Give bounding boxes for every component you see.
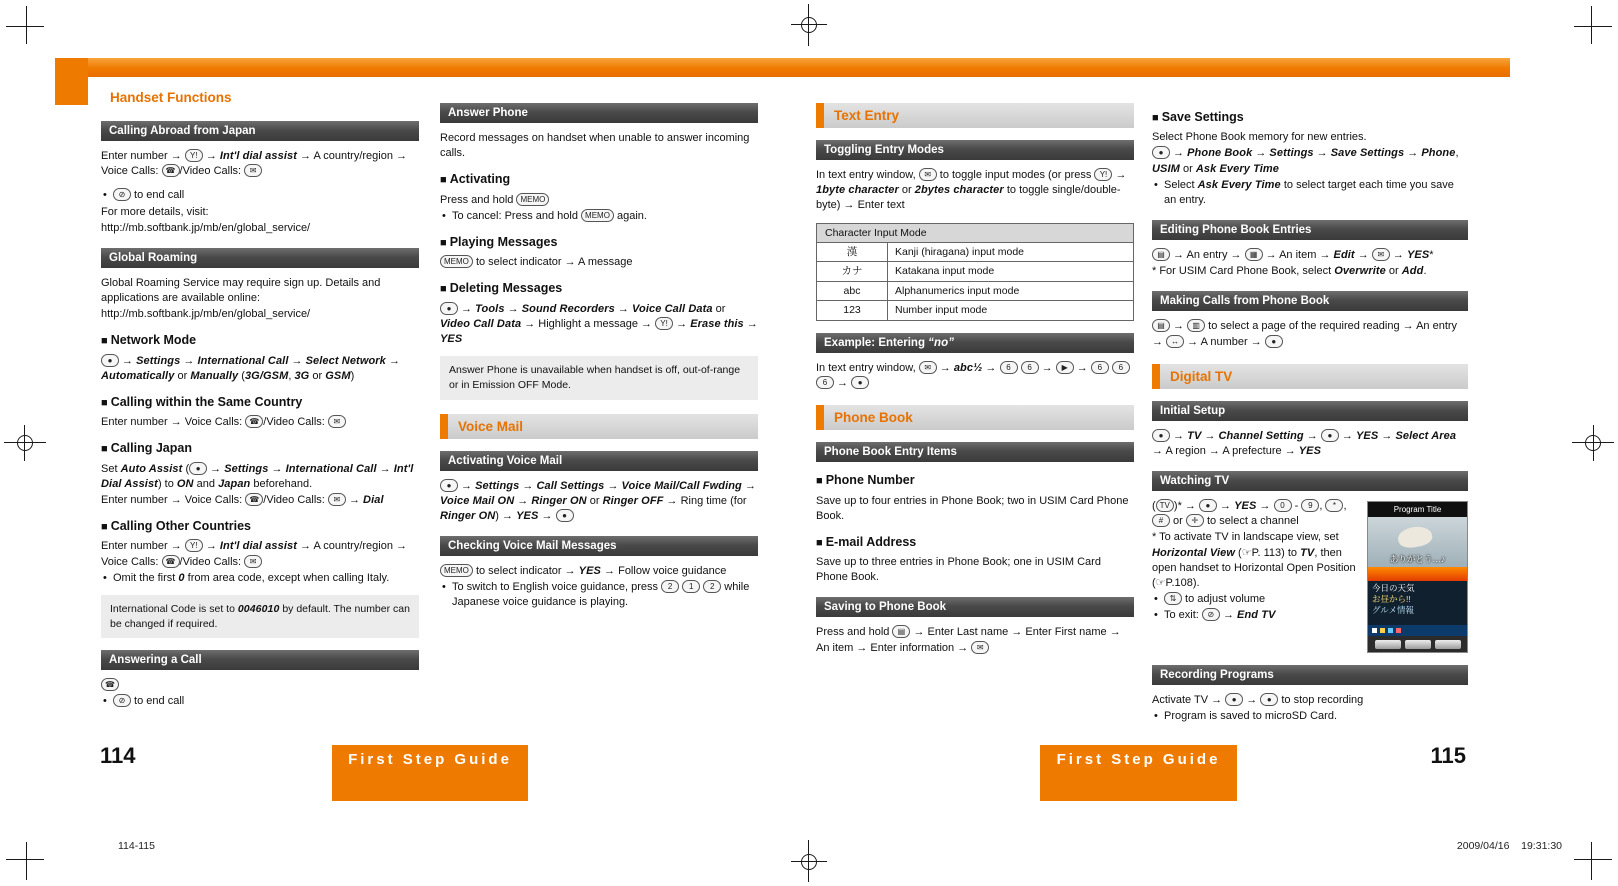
- status-icon: [1372, 628, 1377, 633]
- center-key-icon: ●: [1152, 429, 1170, 442]
- center-key-icon: ●: [440, 302, 458, 315]
- bullet-item: • Omit the first 0 from area code, except when calling Italy.: [101, 571, 419, 586]
- yahoo-key-icon: Y!: [185, 539, 203, 552]
- paragraph: ▤ → ▥ to select a page of the required reading → An entry → ↔ → A number → ●: [1152, 320, 1458, 348]
- subheading-phone-number: ■ Phone Number: [816, 472, 1134, 489]
- call-key-icon: ☎: [245, 493, 263, 506]
- mail-key-icon: ✉: [244, 555, 262, 568]
- column-phone-book-tv: [1152, 99, 1468, 733]
- note-box: International Code is set to 0046010 by default. The number can be changed if required.: [101, 595, 419, 638]
- heading-calling-abroad: Calling Abroad from Japan: [101, 121, 419, 141]
- status-icon: [1388, 628, 1393, 633]
- tv-program-title: Program Title: [1368, 502, 1467, 517]
- tv-photo: [1368, 517, 1467, 567]
- chapter-label: Handset Functions: [110, 90, 232, 105]
- bullet-item: • ⊘ to end call: [101, 188, 419, 203]
- paragraph: ● → Tools → Sound Recorders → Voice Call Data or Video Call Data → Highlight a message → Y! → Erase this → YES: [440, 302, 758, 345]
- subheading-calling-japan: ■ Calling Japan: [101, 440, 419, 457]
- tv-screen-preview: [1367, 501, 1468, 653]
- paragraph: ( TV )* → ● → YES → 0 - 9 , * , # or ✛ to select a channel: [1152, 500, 1347, 528]
- crop-mark: [1574, 26, 1612, 27]
- end-key-icon: ⊘: [113, 694, 131, 707]
- mail-key-icon: ✉: [1372, 248, 1390, 261]
- subheading-same-country: ■ Calling within the Same Country: [101, 394, 419, 411]
- subheading-network-mode: ■ Network Mode: [101, 332, 419, 349]
- softkey-button: [1435, 640, 1461, 649]
- bullet-item: • To switch to English voice guidance, press 2 1 2 while Japanese voice guidance is playing.: [440, 580, 758, 610]
- table-row: [817, 243, 1134, 262]
- k0-key-icon: 0: [1274, 499, 1292, 512]
- print-slug-datetime: 2009/04/16 19:31:30: [1456, 840, 1562, 852]
- mode-symbol: カナ: [817, 262, 888, 281]
- subheading-save-settings: ■ Save Settings: [1152, 109, 1468, 126]
- yahoo-key-icon: Y!: [1094, 168, 1112, 181]
- tv-info-line: グルメ情報: [1372, 605, 1414, 616]
- registration-circle: [801, 854, 817, 870]
- call-key-icon: ☎: [162, 164, 180, 177]
- yahoo-key-icon: Y!: [185, 149, 203, 162]
- k6-key-icon: 6: [1021, 361, 1039, 374]
- heading-answering-call: Answering a Call: [101, 650, 419, 670]
- crop-mark: [1591, 842, 1592, 880]
- heading-phone-book-entry-items: Phone Book Entry Items: [816, 442, 1134, 462]
- heading-answer-phone: Answer Phone: [440, 103, 758, 123]
- subheading-email-address: ■ E-mail Address: [816, 534, 1134, 551]
- paragraph: Press and hold ▤ → Enter Last name → Enter First name → An item → Enter information → ✉: [816, 626, 1121, 654]
- call-key-icon: ☎: [162, 555, 180, 568]
- menu-key-icon: ▦: [1245, 248, 1263, 261]
- tv-orange-band: [1368, 567, 1467, 581]
- heading-checking-voice-mail: Checking Voice Mail Messages: [440, 536, 758, 556]
- section-heading-text-entry: Text Entry: [816, 103, 1134, 128]
- table-header: Character Input Mode: [817, 223, 1134, 242]
- mail-key-icon: ✉: [919, 168, 937, 181]
- paragraph: Save up to four entries in Phone Book; two in USIM Card Phone Book.: [816, 494, 1129, 522]
- watching-tv-text: [1152, 499, 1358, 623]
- status-icon: [1396, 628, 1401, 633]
- heading-editing-phone-book: Editing Phone Book Entries: [1152, 220, 1468, 240]
- footnote: * To activate TV in landscape view, set Horizontal View (☞P. 113) to TV, then open handset to Horizontal Open Position (☞P.108).: [1152, 531, 1356, 589]
- bullet-item: • Select Ask Every Time to select target each time you save an entry.: [1152, 178, 1468, 208]
- registration-circle: [17, 435, 33, 451]
- registration-circle: [801, 17, 817, 33]
- paragraph: Activate TV → ● → ● to stop recording: [1152, 694, 1364, 707]
- print-slug-pages: 114-115: [118, 840, 155, 852]
- paragraph: In text entry window, ✉ to toggle input modes (or press Y! → 1byte character or 2bytes character to toggle single/double-byte) → Enter text: [816, 169, 1127, 212]
- paragraph: MEMO to select indicator → A message: [440, 255, 758, 270]
- mode-symbol: abc: [817, 281, 888, 300]
- center-key-icon: ●: [1152, 146, 1170, 159]
- heading-recording-programs: Recording Programs: [1152, 665, 1468, 685]
- tv-softkey-bar: [1368, 636, 1467, 652]
- footnote: * For USIM Card Phone Book, select Overwrite or Add.: [1152, 265, 1427, 278]
- crop-mark: [26, 6, 27, 44]
- section-heading-digital-tv: Digital TV: [1152, 364, 1468, 389]
- memo-key-icon: MEMO: [440, 255, 473, 268]
- tvkey-key-icon: TV: [1156, 499, 1174, 512]
- paragraph: ● → TV → Channel Setting → ● → YES → Select Area → A region → A prefecture → YES: [1152, 429, 1457, 457]
- center-key-icon: ●: [101, 354, 119, 367]
- mode-description: Number input mode: [888, 301, 1134, 320]
- note-box: Answer Phone is unavailable when handset is off, out-of-range or in Emission OFF Mode.: [440, 356, 758, 399]
- paragraph: MEMO to select indicator → YES → Follow voice guidance: [440, 564, 758, 579]
- center-key-icon: ●: [189, 462, 207, 475]
- column-text-entry: [816, 103, 1134, 665]
- paragraph: Global Roaming Service may require sign up. Details and applications are available online:: [101, 276, 381, 305]
- page-number-left: 114: [100, 743, 136, 768]
- subheading-playing-messages: ■ Playing Messages: [440, 234, 758, 251]
- heading-toggling-entry-modes: Toggling Entry Modes: [816, 140, 1134, 160]
- paragraph: ▤ → An entry → ▦ → An item → Edit → ✉ → YES*: [1152, 248, 1468, 263]
- crop-mark: [6, 26, 44, 27]
- hash-key-icon: #: [1152, 514, 1170, 527]
- tabs-key-icon: ▥: [1187, 319, 1205, 332]
- star-key-icon: *: [1325, 499, 1343, 512]
- center-key-icon: ●: [1260, 693, 1278, 706]
- mode-symbol: 漢: [817, 243, 888, 262]
- subheading-activating: ■ Activating: [440, 171, 758, 188]
- end-key-icon: ⊘: [1202, 608, 1220, 621]
- mode-symbol: 123: [817, 301, 888, 320]
- status-icon: [1380, 628, 1385, 633]
- k6-key-icon: 6: [1091, 361, 1109, 374]
- bullet-item: • ⇅ to adjust volume: [1152, 592, 1358, 607]
- memo-key-icon: MEMO: [440, 564, 473, 577]
- mail-key-icon: ✉: [244, 164, 262, 177]
- softkey-button: [1375, 640, 1401, 649]
- k2-key-icon: 2: [703, 580, 721, 593]
- paragraph: ● → Settings → Call Settings → Voice Mail/Call Fwding → Voice Mail ON → Ringer ON or Ringer OFF → Ring time (for Ringer ON) → YES → ●: [440, 479, 756, 522]
- cursor-key-icon: ↔: [1166, 335, 1184, 348]
- column-answer-phone: [440, 103, 758, 620]
- paragraph: In text entry window, ✉ → abc½ → 6 6 → ▶ → 6 6 6 → ●: [816, 361, 1134, 391]
- tv-status-bar: [1368, 625, 1467, 636]
- center-key-icon: ●: [851, 376, 869, 389]
- center-key-icon: ●: [1225, 693, 1243, 706]
- registration-circle: [1585, 435, 1601, 451]
- k6-key-icon: 6: [1000, 361, 1018, 374]
- mail-key-icon: ✉: [328, 415, 346, 428]
- heading-making-calls: Making Calls from Phone Book: [1152, 291, 1468, 311]
- tv-caption: ありがとう…♪: [1389, 554, 1446, 565]
- table-row: [817, 281, 1134, 300]
- bullet-item: • ⊘ to end call: [101, 694, 419, 709]
- k1-key-icon: 1: [682, 580, 700, 593]
- crop-mark: [1591, 6, 1592, 44]
- subheading-deleting-messages: ■ Deleting Messages: [440, 280, 758, 297]
- paragraph: ● → Settings → International Call → Select Network → Automatically or Manually (3G/GSM, 3G or GSM): [101, 354, 400, 382]
- watching-tv-row: [1152, 499, 1468, 653]
- paragraph: ● → Phone Book → Settings → Save Settings → Phone, USIM or Ask Every Time: [1152, 147, 1459, 175]
- memo-key-icon: MEMO: [516, 193, 549, 206]
- header-orange-bar: [88, 58, 1510, 77]
- paragraph: Enter number → Voice Calls: ☎ /Video Calls: ✉: [101, 415, 419, 430]
- crop-mark: [6, 859, 44, 860]
- table-row: [817, 262, 1134, 281]
- header-corner-block: [55, 58, 88, 105]
- end-key-icon: ⊘: [113, 188, 131, 201]
- heading-watching-tv: Watching TV: [1152, 471, 1468, 491]
- paragraph: Enter number → Y! → Int'l dial assist → A country/region → Voice Calls: ☎ /Video Calls: ✉: [101, 540, 408, 568]
- paragraph: Press and hold MEMO: [440, 193, 758, 208]
- url-text: http://mb.softbank.jp/mb/en/global_service/: [101, 308, 311, 321]
- url-text: http://mb.softbank.jp/mb/en/global_service/: [101, 221, 311, 234]
- guide-tab-left: First Step Guide: [332, 745, 528, 801]
- navud-key-icon: ⇅: [1164, 592, 1182, 605]
- k6-key-icon: 6: [816, 376, 834, 389]
- mail-key-icon: ✉: [971, 641, 989, 654]
- paragraph: For more details, visit:: [101, 205, 209, 218]
- section-heading-phone-book: Phone Book: [816, 405, 1134, 430]
- center-key-icon: ●: [1199, 499, 1217, 512]
- subheading-other-countries: ■ Calling Other Countries: [101, 518, 419, 535]
- crop-mark: [26, 842, 27, 880]
- heading-initial-setup: Initial Setup: [1152, 401, 1468, 421]
- bullet-item: • To cancel: Press and hold MEMO again.: [440, 209, 758, 224]
- mail-key-icon: ✉: [919, 361, 937, 374]
- nav-key-icon: ✛: [1186, 514, 1204, 527]
- heading-saving-to-phone-book: Saving to Phone Book: [816, 597, 1134, 617]
- mail-key-icon: ✉: [328, 493, 346, 506]
- heading-global-roaming: Global Roaming: [101, 248, 419, 268]
- softkey-button: [1405, 640, 1431, 649]
- book-key-icon: ▤: [892, 625, 910, 638]
- center-key-icon: ●: [1321, 429, 1339, 442]
- section-heading-voice-mail: Voice Mail: [440, 414, 758, 439]
- tv-info-line: 今日の天気: [1372, 583, 1415, 594]
- center-key-icon: ●: [1265, 335, 1283, 348]
- mode-description: Kanji (hiragana) input mode: [888, 243, 1134, 262]
- paragraph: Select Phone Book memory for new entries.: [1152, 131, 1367, 144]
- bullet-item: • Program is saved to microSD Card.: [1152, 709, 1468, 724]
- paragraph: [101, 678, 419, 693]
- yahoo-key-icon: Y!: [655, 317, 673, 330]
- book-key-icon: ▤: [1152, 319, 1170, 332]
- bullet-item: • To exit: ⊘ → End TV: [1152, 608, 1358, 623]
- heading-activating-voice-mail: Activating Voice Mail: [440, 451, 758, 471]
- paragraph: Save up to three entries in Phone Book; one in USIM Card Phone Book.: [816, 556, 1101, 584]
- memo-key-icon: MEMO: [581, 209, 614, 222]
- mode-description: Katakana input mode: [888, 262, 1134, 281]
- k6-key-icon: 6: [1112, 361, 1130, 374]
- cursorr-key-icon: ▶: [1056, 361, 1074, 374]
- paragraph: Enter number → Y! → Int'l dial assist → A country/region → Voice Calls: ☎ /Video Calls: ✉: [101, 150, 408, 178]
- column-calling: [101, 121, 419, 719]
- k9-key-icon: 9: [1301, 499, 1319, 512]
- center-key-icon: ●: [556, 509, 574, 522]
- call-key-icon: ☎: [245, 415, 263, 428]
- tv-info-lines: [1368, 581, 1467, 625]
- k2-key-icon: 2: [661, 580, 679, 593]
- table-row: [817, 301, 1134, 320]
- page-number-right: 115: [1430, 743, 1466, 768]
- book-key-icon: ▤: [1152, 248, 1170, 261]
- heading-example-entering-no: Example: Entering “no”: [816, 333, 1134, 353]
- paragraph: Record messages on handset when unable to answer incoming calls.: [440, 132, 750, 160]
- paragraph: Enter number → Voice Calls: ☎ /Video Calls: ✉ → Dial: [101, 493, 384, 506]
- character-input-mode-table: [816, 223, 1134, 321]
- crop-mark: [1574, 859, 1612, 860]
- guide-tab-right: First Step Guide: [1040, 745, 1237, 801]
- center-key-icon: ●: [440, 479, 458, 492]
- tv-info-line: お昼から!!: [1372, 594, 1411, 605]
- tv-photo-bird: [1396, 524, 1433, 551]
- call-key-icon: ☎: [101, 678, 119, 691]
- mode-description: Alphanumerics input mode: [888, 281, 1134, 300]
- paragraph: Set Auto Assist ( ● → Settings → International Call → Int'l Dial Assist) to ON and Japan beforehand.: [101, 462, 414, 490]
